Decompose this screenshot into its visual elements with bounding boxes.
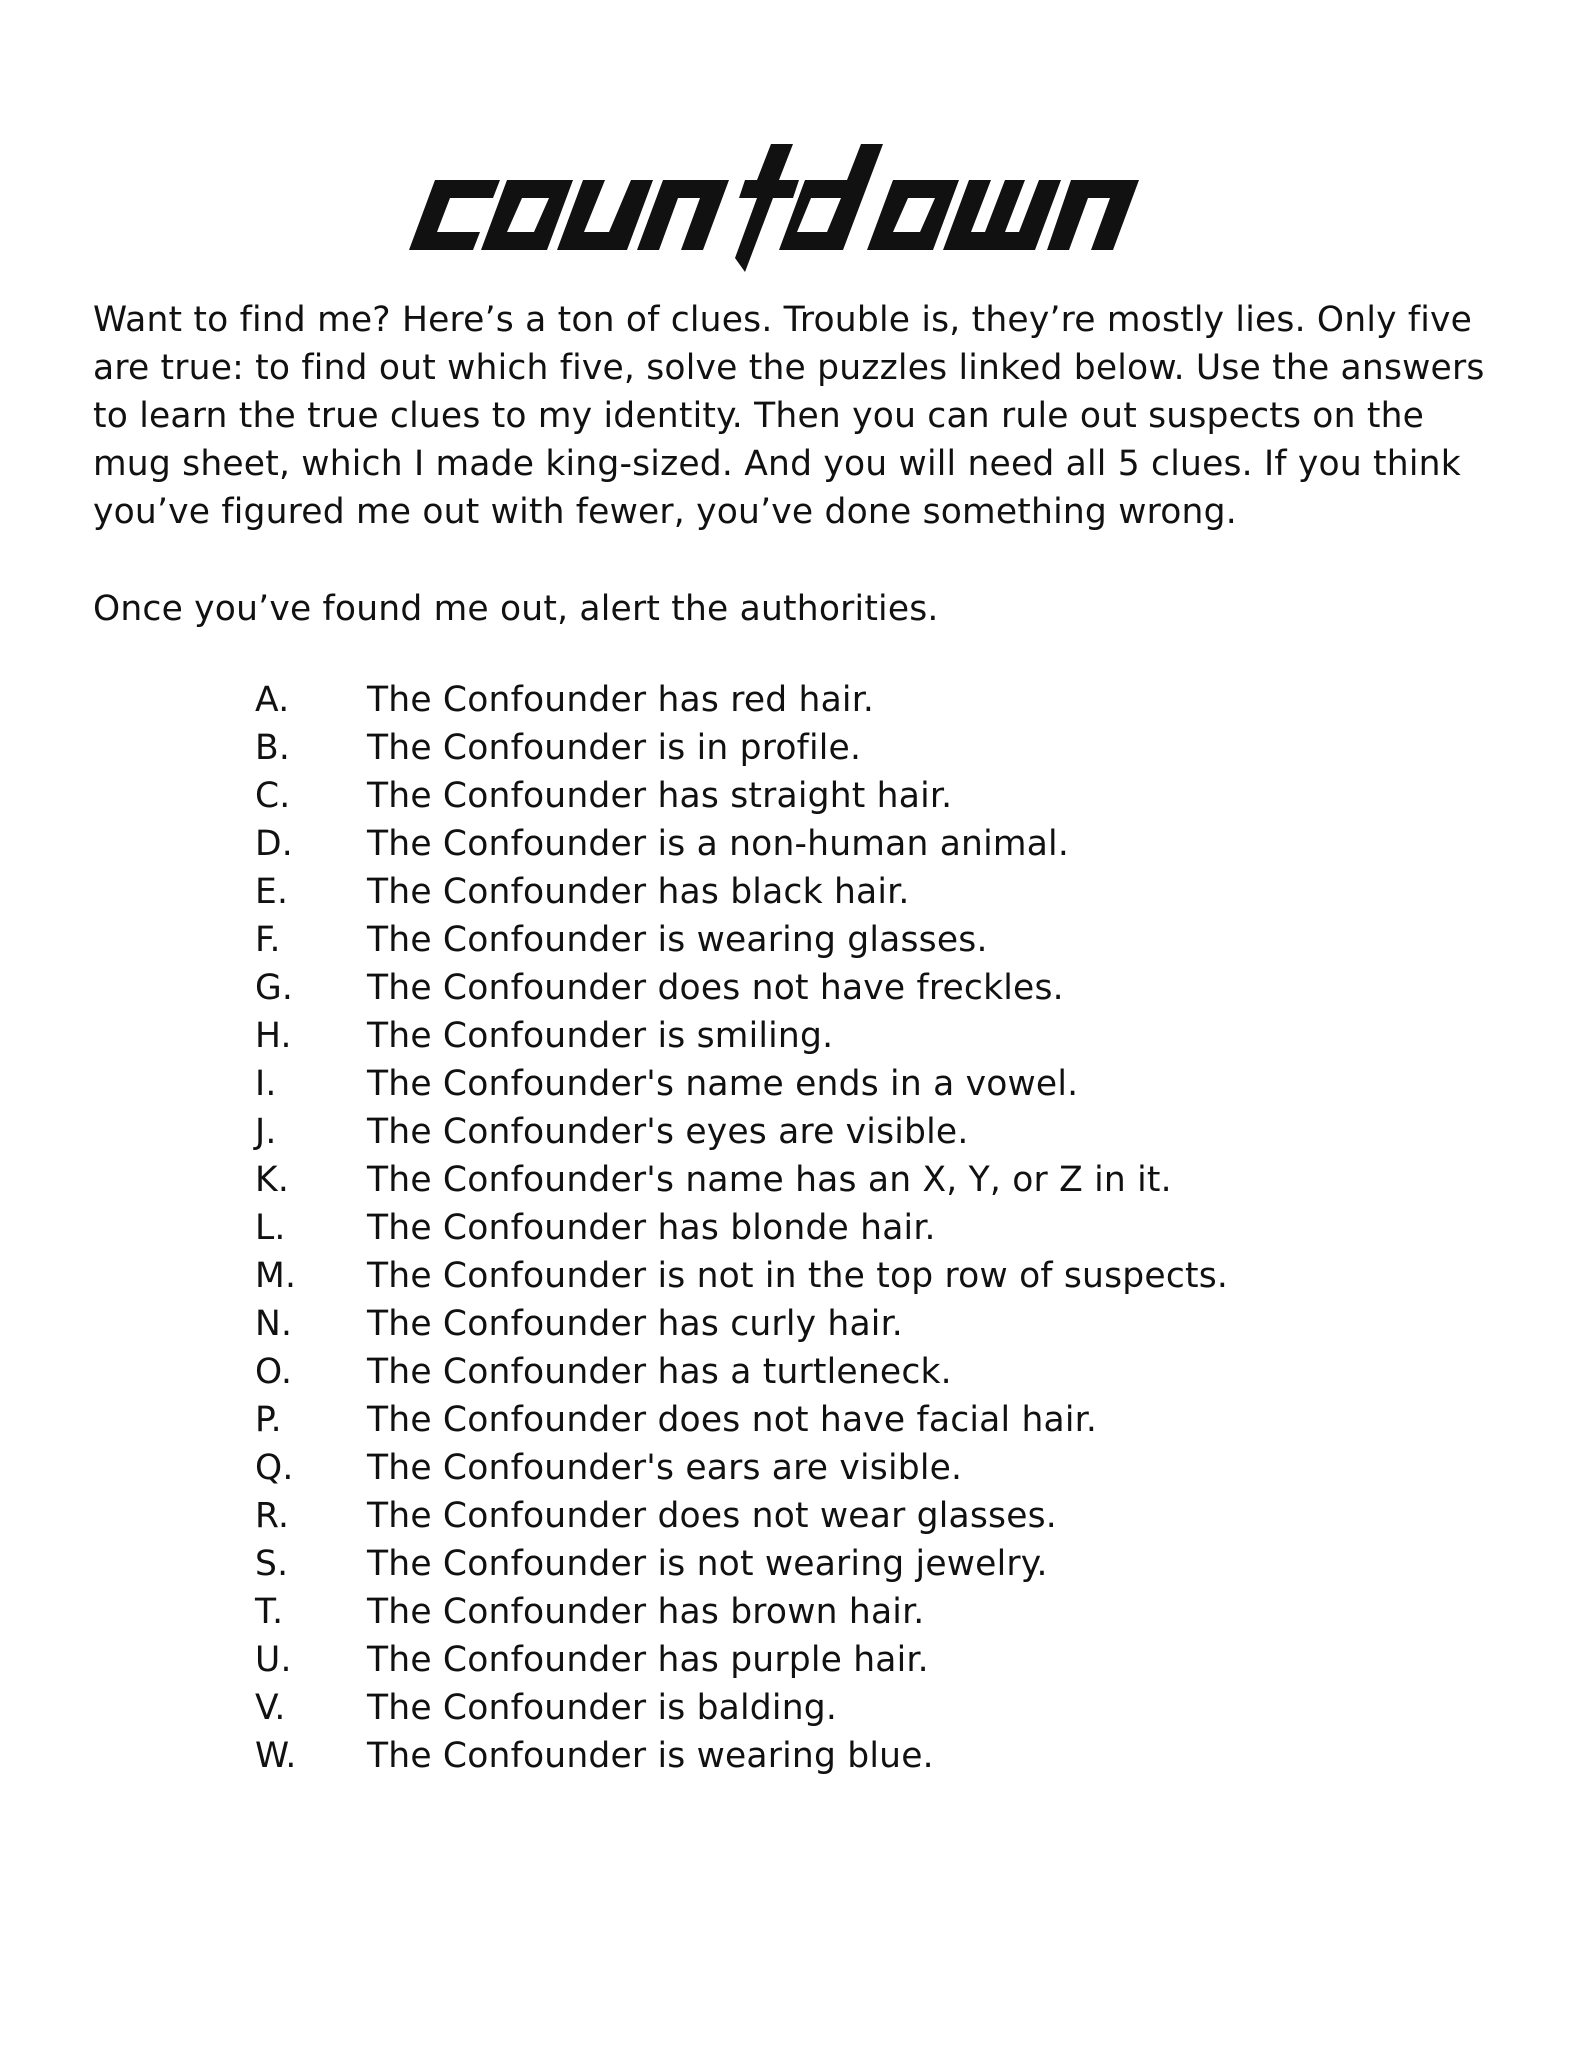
clue-letter: T. — [255, 1592, 284, 1632]
countdown-logo — [395, 140, 1185, 275]
clue-letter: G. — [255, 968, 294, 1008]
clue-letter: O. — [255, 1352, 293, 1392]
clue-text: The Confounder is balding. — [367, 1688, 838, 1728]
clue-text: The Confounder's ears are visible. — [367, 1448, 963, 1488]
list-item — [255, 916, 1228, 964]
clue-letter: H. — [255, 1016, 292, 1056]
list-item — [255, 1348, 1228, 1396]
list-item — [255, 772, 1228, 820]
clue-text: The Confounder has purple hair. — [367, 1640, 929, 1680]
clue-letter: C. — [255, 776, 291, 816]
list-item — [255, 1492, 1228, 1540]
clue-letter: N. — [255, 1304, 293, 1344]
list-item — [255, 1636, 1228, 1684]
clue-letter: I. — [255, 1064, 277, 1104]
clue-text: The Confounder is in profile. — [367, 728, 862, 768]
list-item — [255, 964, 1228, 1012]
clue-letter: R. — [255, 1496, 290, 1536]
clue-text: The Confounder's name ends in a vowel. — [367, 1064, 1079, 1104]
clue-letter: S. — [255, 1544, 289, 1584]
list-item — [255, 1204, 1228, 1252]
clue-text: The Confounder has brown hair. — [367, 1592, 925, 1632]
clue-letter: W. — [255, 1736, 297, 1776]
clue-letter: A. — [255, 680, 290, 720]
list-item — [255, 1156, 1228, 1204]
clue-letter: U. — [255, 1640, 292, 1680]
list-item — [255, 820, 1228, 868]
clue-text: The Confounder's name has an X, Y, or Z in it. — [367, 1160, 1172, 1200]
list-item — [255, 1300, 1228, 1348]
clue-text: The Confounder does not have facial hair. — [367, 1400, 1098, 1440]
list-item — [255, 676, 1228, 724]
clue-text: The Confounder is not wearing jewelry. — [367, 1544, 1048, 1584]
clue-list — [255, 676, 1228, 1780]
clue-text: The Confounder is not in the top row of suspects. — [367, 1256, 1229, 1296]
clue-letter: B. — [255, 728, 291, 768]
clue-letter: K. — [255, 1160, 289, 1200]
clue-letter: P. — [255, 1400, 282, 1440]
list-item — [255, 1012, 1228, 1060]
clue-text: The Confounder has red hair. — [367, 680, 875, 720]
list-item — [255, 1252, 1228, 1300]
countdown-wordmark-icon — [395, 140, 1185, 275]
clue-letter: E. — [255, 872, 289, 912]
list-item — [255, 1540, 1228, 1588]
list-item — [255, 724, 1228, 772]
list-item — [255, 1108, 1228, 1156]
clue-text: The Confounder has a turtleneck. — [367, 1352, 952, 1392]
clue-text: The Confounder has black hair. — [367, 872, 910, 912]
list-item — [255, 1060, 1228, 1108]
clue-text: The Confounder is smiling. — [367, 1016, 834, 1056]
list-item — [255, 1732, 1228, 1780]
clue-letter: J. — [255, 1112, 277, 1152]
clue-letter: F. — [255, 920, 281, 960]
clue-letter: L. — [255, 1208, 286, 1248]
clue-letter: D. — [255, 824, 293, 864]
clue-text: The Confounder has curly hair. — [367, 1304, 903, 1344]
list-item — [255, 1684, 1228, 1732]
list-item — [255, 868, 1228, 916]
clue-text: The Confounder is a non-human animal. — [367, 824, 1069, 864]
clue-letter: M. — [255, 1256, 297, 1296]
instruction-paragraph: Once you’ve found me out, alert the authorities. — [93, 589, 939, 629]
clue-letter: V. — [255, 1688, 286, 1728]
clue-text: The Confounder does not wear glasses. — [367, 1496, 1057, 1536]
clue-text: The Confounder does not have freckles. — [367, 968, 1064, 1008]
intro-paragraph: Want to find me? Here’s a ton of clues. Trouble is, they’re mostly lies. Only five are true: to find out which five, solve the puzzles linked below. Use the answers to learn the true clues to my identity. Then you can rule out suspects on the mug sheet, which I made king-sized. And you will need all 5 clues. If you think you’ve figured me out with fewer, you’ve done something wrong. — [93, 300, 1485, 532]
clue-text: The Confounder is wearing glasses. — [367, 920, 988, 960]
clue-text: The Confounder is wearing blue. — [367, 1736, 934, 1776]
clue-text: The Confounder's eyes are visible. — [367, 1112, 969, 1152]
clue-letter: Q. — [255, 1448, 294, 1488]
list-item — [255, 1396, 1228, 1444]
clue-text: The Confounder has straight hair. — [367, 776, 953, 816]
clue-text: The Confounder has blonde hair. — [367, 1208, 936, 1248]
list-item — [255, 1444, 1228, 1492]
list-item — [255, 1588, 1228, 1636]
